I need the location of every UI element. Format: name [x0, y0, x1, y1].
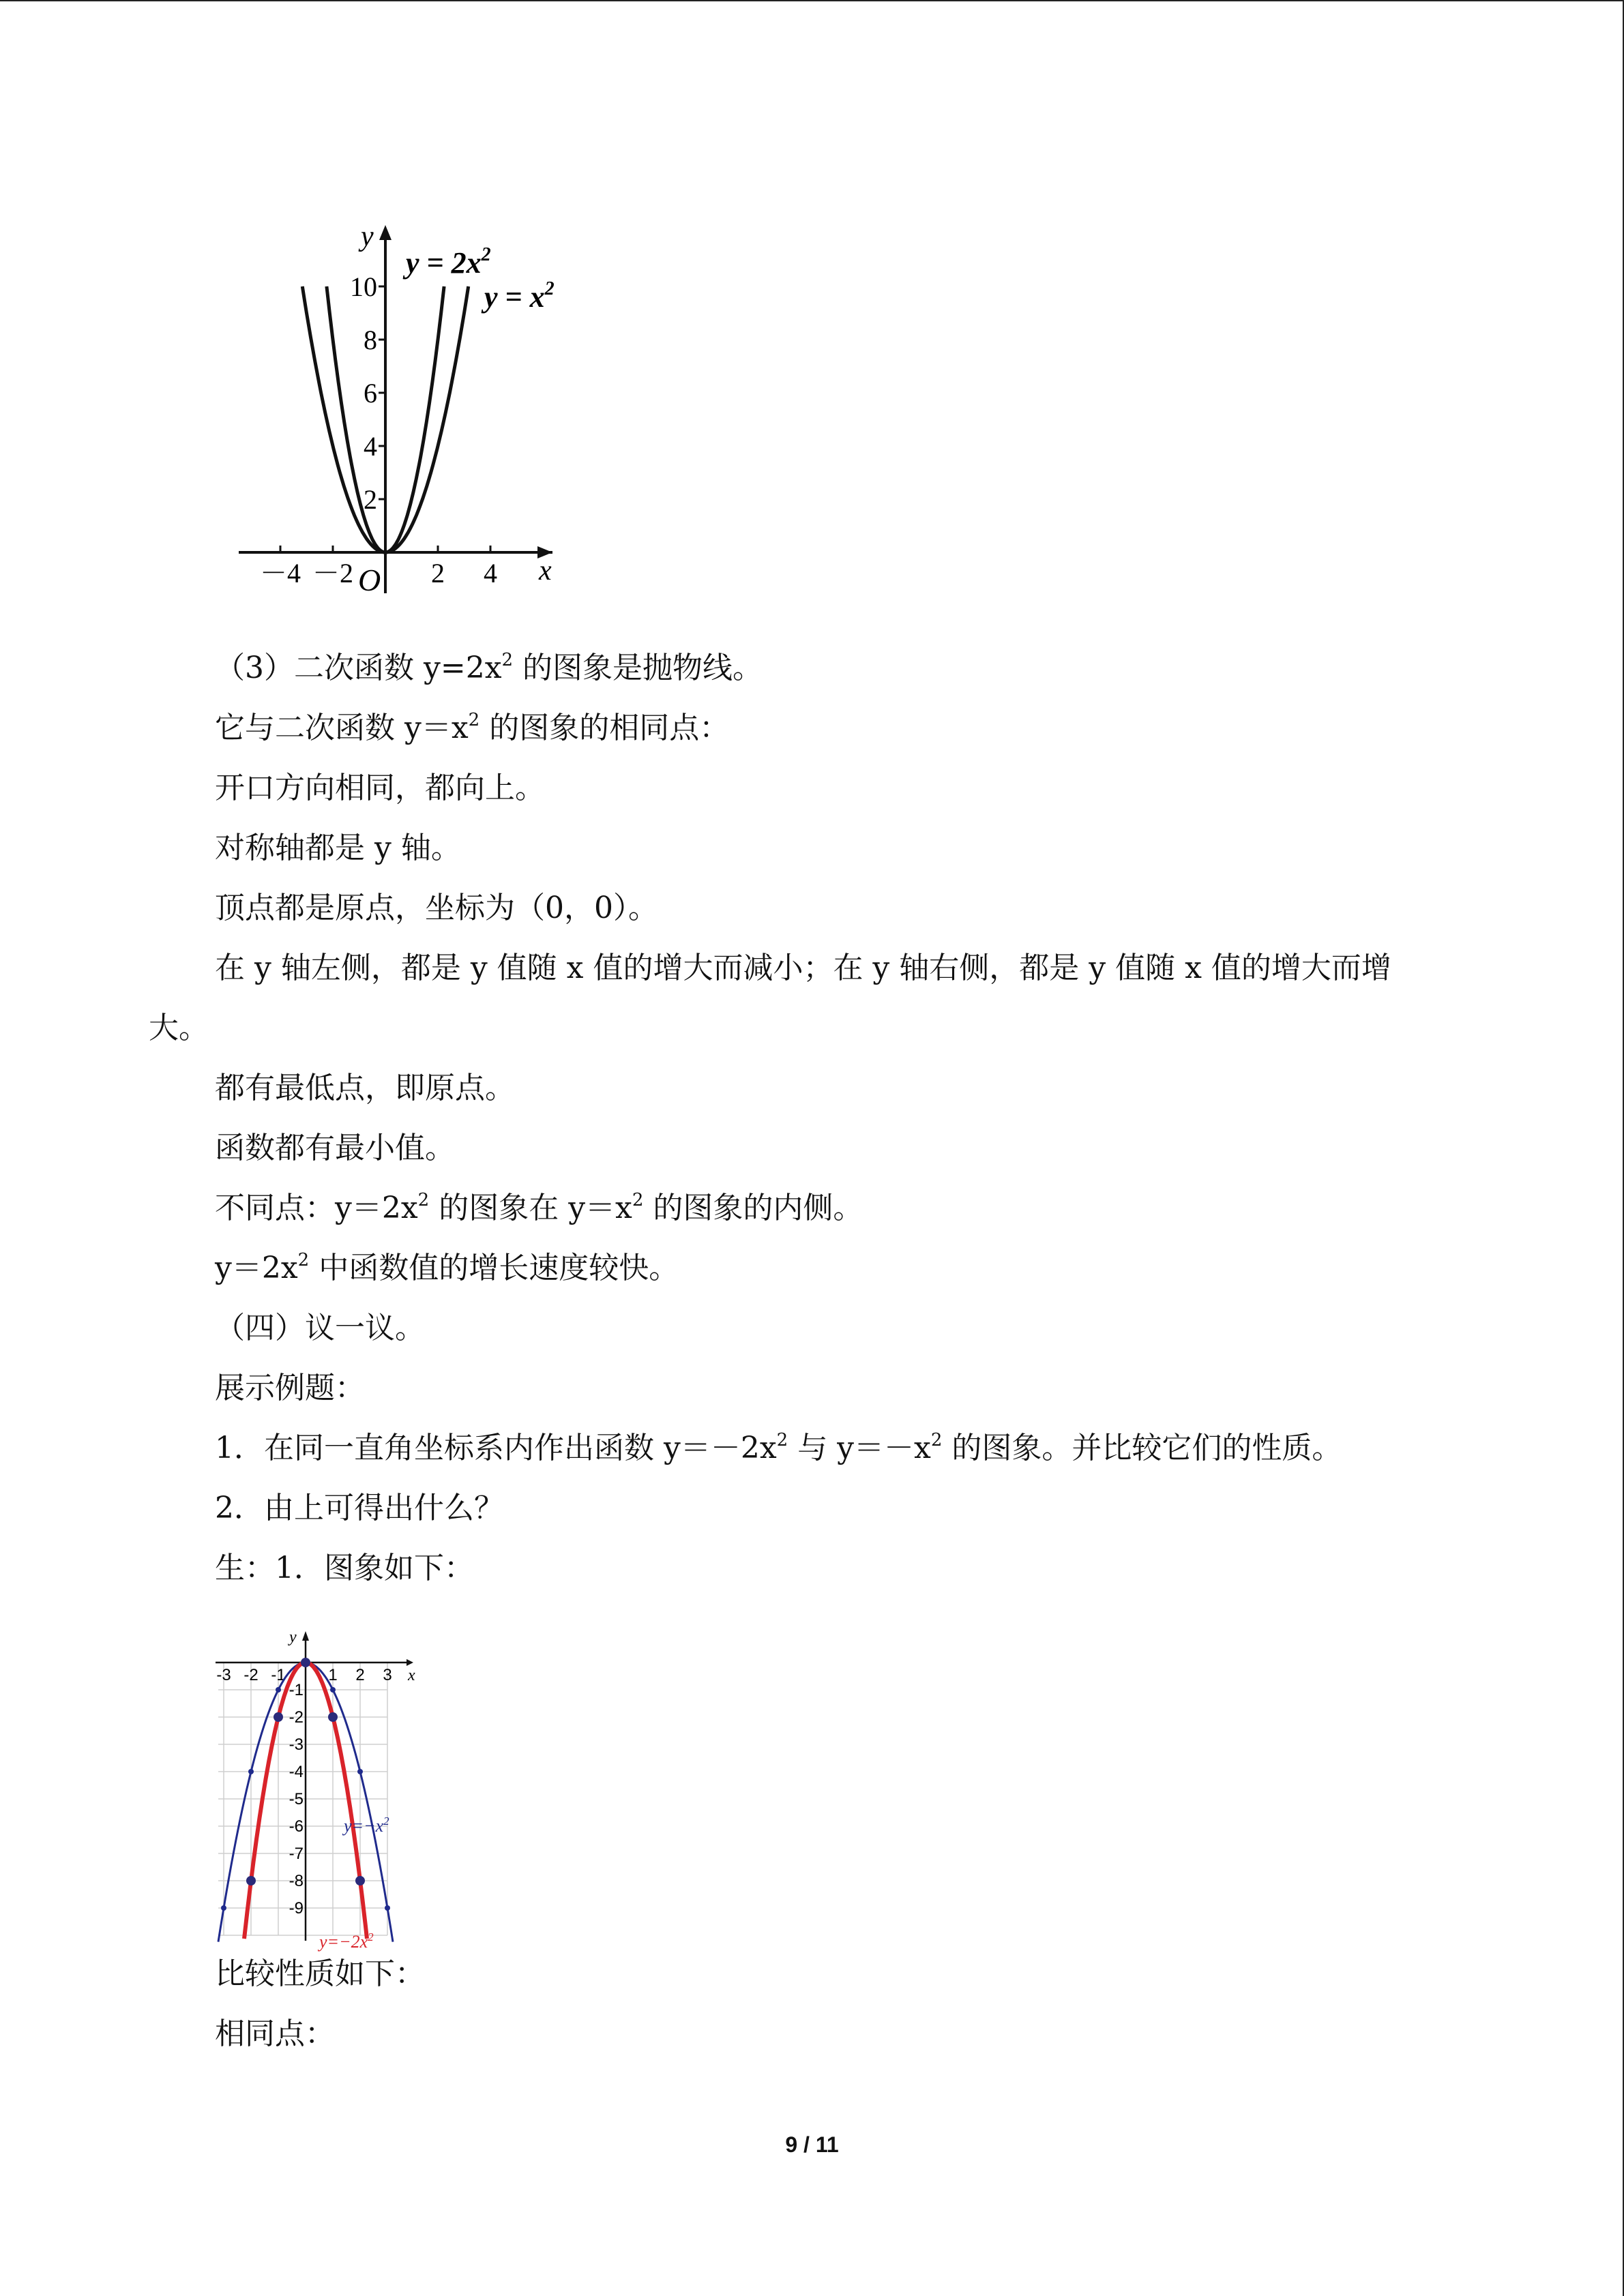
superscript: 2 — [468, 710, 480, 730]
y-tick-label: -6 — [289, 1817, 304, 1836]
data-point — [246, 1876, 256, 1885]
data-point — [357, 1769, 363, 1774]
y-tick-label: 6 — [364, 378, 377, 408]
x-tick-label: -3 — [216, 1666, 231, 1684]
data-point — [301, 1658, 310, 1667]
y-axis-arrow — [379, 225, 392, 240]
x-tick-label: －2 — [312, 558, 353, 588]
text-run: 都有最低点，即原点。 — [215, 1071, 515, 1105]
paragraph — [215, 1954, 425, 1995]
y-axis-label: y — [289, 1628, 297, 1646]
text-run: 的图象。并比较它们的性质。 — [942, 1431, 1342, 1465]
text-run: 1．在同一直角坐标系内作出函数 y＝－2x — [215, 1431, 777, 1465]
x-axis-label: x — [539, 555, 552, 586]
x-tick-label: 3 — [383, 1666, 392, 1684]
x-tick-label: 2 — [431, 558, 445, 588]
paragraph — [215, 648, 763, 689]
x-tick-label: -1 — [271, 1666, 286, 1684]
text-run: 的图象的相同点： — [479, 711, 730, 745]
text-run: y＝2x — [215, 1251, 298, 1285]
text-run: （四）议一议。 — [215, 1311, 425, 1345]
curve-label: $y = x^2$ — [484, 278, 555, 314]
paragraph — [215, 1488, 504, 1529]
data-point — [355, 1876, 365, 1885]
paragraph — [215, 1188, 863, 1229]
curve-label: $y=-x^2$ — [344, 1815, 389, 1836]
curve-label: $y=-2x^2$ — [319, 1930, 374, 1952]
text-run: 展示例题： — [215, 1371, 365, 1405]
y-tick-label: 8 — [364, 325, 377, 355]
y-tick-label: -4 — [289, 1763, 304, 1781]
curve-label: $y = 2x^2$ — [406, 244, 491, 280]
y-axis-arrow — [302, 1631, 309, 1641]
y-tick-label: -1 — [289, 1681, 304, 1699]
text-run: 开口方向相同，都向上。 — [215, 771, 545, 805]
data-point — [276, 1687, 281, 1693]
text-run: 对称轴都是 y 轴。 — [215, 831, 461, 865]
text-run: 与 y＝－x — [788, 1431, 931, 1465]
text-run: 的图象是抛物线。 — [513, 651, 763, 685]
y-axis-label: y — [361, 221, 374, 252]
paragraph — [215, 1128, 455, 1169]
text-run: 顶点都是原点，坐标为（0，0）。 — [215, 891, 658, 925]
data-point — [385, 1905, 390, 1911]
parabola-chart-downward — [208, 1596, 467, 1952]
y-tick-label: -9 — [289, 1899, 304, 1918]
text-run: 比较性质如下： — [215, 1956, 425, 1991]
paragraph — [215, 888, 658, 929]
x-tick-label: -2 — [243, 1666, 259, 1684]
origin-label: O — [358, 563, 381, 597]
y-tick-label: -3 — [289, 1735, 304, 1754]
x-axis-label: x — [408, 1667, 415, 1684]
paragraph — [215, 948, 1391, 989]
y-tick-label: 4 — [364, 431, 377, 462]
x-tick-label: 4 — [484, 558, 497, 588]
superscript: 2 — [632, 1190, 644, 1210]
x-tick-label: 1 — [328, 1666, 338, 1684]
x-axis-arrow — [407, 1659, 413, 1666]
paragraph — [215, 768, 545, 809]
text-run: 2．由上可得出什么？ — [215, 1491, 504, 1525]
paragraph — [215, 708, 729, 749]
text-run: 不同点：y＝2x — [215, 1191, 418, 1225]
superscript: 2 — [776, 1430, 788, 1450]
text-run: 的图象的内侧。 — [643, 1191, 863, 1225]
text-run: 函数都有最小值。 — [215, 1131, 455, 1165]
data-point — [221, 1905, 226, 1911]
data-point — [274, 1712, 283, 1722]
text-run: 相同点： — [215, 2016, 335, 2051]
paragraph — [149, 1008, 209, 1049]
paragraph — [215, 828, 461, 869]
superscript: 2 — [930, 1430, 943, 1450]
paragraph — [215, 1368, 365, 1409]
superscript: 2 — [417, 1190, 430, 1210]
superscript: 2 — [297, 1250, 310, 1270]
paragraph — [215, 1068, 515, 1109]
superscript: 2 — [501, 650, 514, 670]
paragraph — [215, 2014, 335, 2055]
y-tick-label: -8 — [289, 1872, 304, 1890]
y-tick-label: 2 — [364, 484, 377, 515]
text-run: （3）二次函数 y=2x — [215, 651, 502, 685]
y-tick-label: -2 — [289, 1708, 304, 1727]
y-tick-label: -5 — [289, 1790, 304, 1808]
text-run: 在 y 轴左侧，都是 y 值随 x 值的增大而减小；在 y 轴右侧，都是 y 值随 x 值的增大而增 — [215, 951, 1391, 985]
text-run: 它与二次函数 y＝x — [215, 711, 469, 745]
paragraph — [215, 1548, 474, 1589]
data-point — [330, 1687, 336, 1693]
data-point — [328, 1712, 338, 1722]
text-run: 大。 — [149, 1011, 209, 1045]
paragraph — [215, 1308, 425, 1349]
y-tick-label: -7 — [289, 1845, 304, 1863]
x-tick-label: －4 — [260, 558, 301, 588]
x-tick-label: 2 — [355, 1666, 365, 1684]
parabola-chart-upward — [205, 205, 587, 614]
paragraph — [215, 1248, 679, 1289]
text-run: 生：1．图象如下： — [215, 1551, 474, 1585]
text-run: 中函数值的增长速度较快。 — [309, 1251, 679, 1285]
paragraph — [215, 1428, 1342, 1469]
text-run: 的图象在 y＝x — [429, 1191, 632, 1225]
y-tick-label: 10 — [350, 271, 377, 302]
page-number: 9 / 11 — [785, 2132, 839, 2157]
data-point — [248, 1769, 254, 1774]
